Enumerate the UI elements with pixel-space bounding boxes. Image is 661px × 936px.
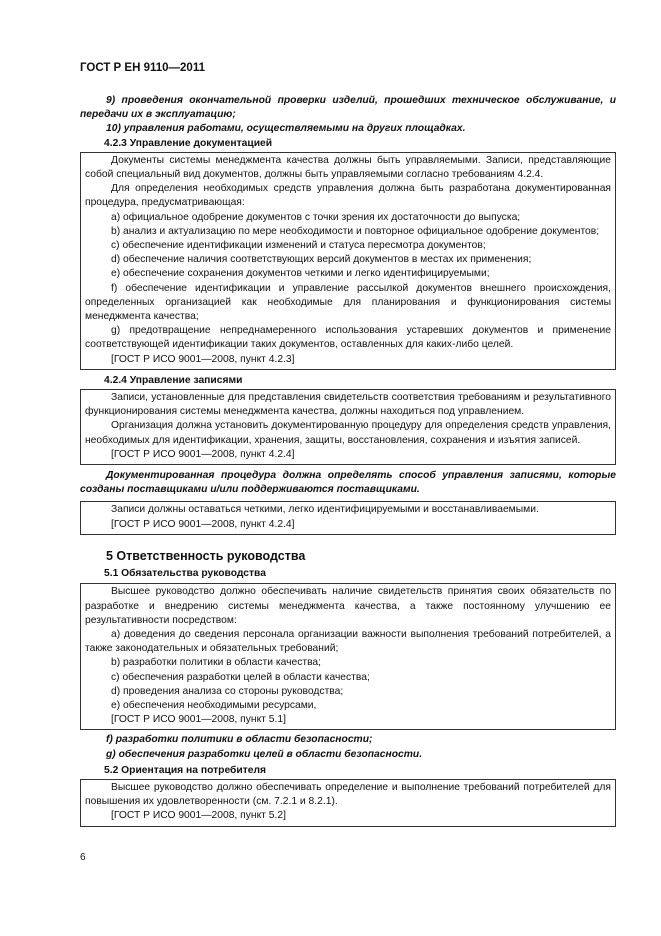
list-item: b) разработки политики в области качества; <box>111 657 322 669</box>
list-item: d) обеспечение наличия соответствующих версий документов в местах их применения; <box>111 254 532 266</box>
list-item: c) обеспечение идентификации изменений и статуса пересмотра документов; <box>111 240 486 252</box>
bold-note: Документированная процедура должна определять способ управления записями, которые созданы поставщиками и/или поддерживаются поставщиками. <box>80 470 616 496</box>
paragraph: Документы системы менеджмента качества должны быть управляемыми. Записи, представляющие собой специальный вид документов, должны быть управляемыми согласно требованиям 4.2.4. <box>85 154 611 181</box>
list-item: d) проведения анализа со стороны руководства; <box>111 685 344 697</box>
reference: [ГОСТ Р ИСО 9001—2008, пункт 4.2.4] <box>111 448 295 460</box>
section-title-5: 5 Ответственность руководства <box>106 548 306 563</box>
list-item: a) официальное одобрение документов с точки зрения их достаточности до выпуска; <box>111 211 521 223</box>
section-title-5-1: 5.1 Обязательства руководства <box>104 568 266 580</box>
quote-box-5-2 <box>80 779 616 827</box>
quote-box-4-2-4 <box>80 389 616 465</box>
list-item: f) разработки политики в области безопасности; <box>106 734 373 746</box>
document-header: ГОСТ Р ЕН 9110—2011 <box>80 62 205 74</box>
paragraph: Организация должна установить документированную процедуру для определения средств управления, необходимых для идентификации, хранения, защиты, восстановления, сохранения и изъятия записей. <box>85 420 611 446</box>
page-content <box>80 94 616 828</box>
section-title-5-2: 5.2 Ориентация на потребителя <box>104 764 267 776</box>
quote-box-4-2-3 <box>80 152 616 370</box>
list-item: c) обеспечения разработки целей в области качества; <box>111 671 370 683</box>
list-item: f) обеспечение идентификации и управление рассылкой документов внешнего происхождения, определенных организацией как необходимые для планирования и функционирования системы менеджмента качества; <box>85 282 611 323</box>
quote-box-5-1 <box>80 583 616 730</box>
paragraph: Для определения необходимых средств управления должна быть разработана документированная процедура, предусматривающая: <box>85 183 611 209</box>
page-number: 6 <box>80 852 86 863</box>
quote-box-4-2-4-b <box>80 501 616 534</box>
reference: [ГОСТ Р ИСО 9001—2008, пункт 4.2.4] <box>111 518 295 530</box>
list-item: 9) проведения окончательной проверки изделий, прошедших техническое обслуживание, и передачи их в эксплуатацию; <box>80 95 616 121</box>
list-item: g) обеспечения разработки целей в области безопасности. <box>106 748 423 760</box>
list-item: e) обеспечение сохранения документов четкими и легко идентифицируемыми; <box>111 268 490 280</box>
list-item: a) доведения до сведения персонала организации важности выполнения требований потребителей, а также законодательных и обязательных требований; <box>85 628 611 655</box>
reference: [ГОСТ Р ИСО 9001—2008, пункт 5.1] <box>111 714 286 726</box>
paragraph: Записи должны оставаться четкими, легко идентифицируемыми и восстанавливаемыми. <box>111 504 539 516</box>
section-title-4-2-4: 4.2.4 Управление записями <box>104 374 243 386</box>
list-item: g) предотвращение непреднамеренного использования устаревших документов и применение соответствующей идентификации таких документов, оставленных для каких-либо целей. <box>85 325 611 351</box>
list-item: 10) управления работами, осуществляемыми на других площадках. <box>106 123 466 135</box>
list-item: b) анализ и актуализацию по мере необходимости и повторное официальное одобрение документов; <box>111 225 600 237</box>
reference: [ГОСТ Р ИСО 9001—2008, пункт 5.2] <box>111 810 286 822</box>
section-title-4-2-3: 4.2.3 Управление документацией <box>104 137 273 149</box>
list-item: e) обеспечения необходимыми ресурсами, <box>111 699 317 711</box>
reference: [ГОСТ Р ИСО 9001—2008, пункт 4.2.3] <box>111 353 295 365</box>
paragraph: Высшее руководство должно обеспечивать наличие свидетельств принятия своих обязательств по разработке и внедрению системы менеджмента качества, а также постоянному улучшению ее результативности посредством: <box>85 586 611 626</box>
paragraph: Записи, установленные для представления свидетельств соответствия требованиям и результативного функционирования системы менеджмента качества, должны находиться под управлением. <box>85 392 611 418</box>
paragraph: Высшее руководство должно обеспечивать определение и выполнение требований потребителей для повышения их удовлетворенности (см. 7.2.1 и 8.2.1). <box>85 781 611 808</box>
